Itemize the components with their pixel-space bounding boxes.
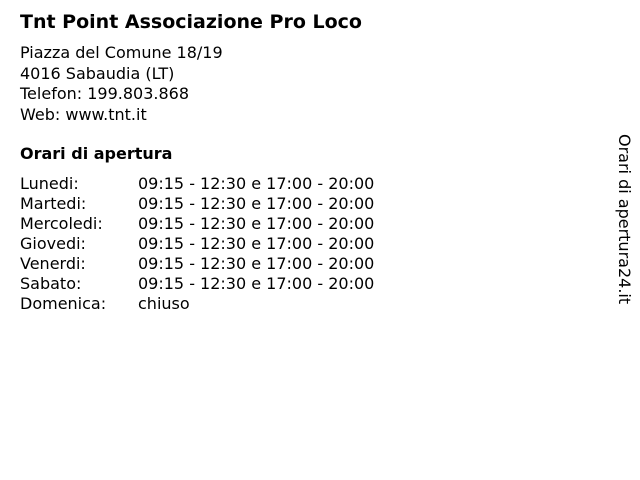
hours-row-saturday — [20, 274, 374, 294]
day-hours: 09:15 - 12:30 e 17:00 - 20:00 — [138, 274, 375, 293]
business-contact-block — [20, 43, 223, 125]
website: Web: www.tnt.it — [20, 104, 147, 124]
business-name: Tnt Point Associazione Pro Loco — [20, 11, 362, 33]
day-label: Venerdi: — [20, 254, 86, 273]
hours-row-tuesday — [20, 194, 374, 214]
site-watermark: Orari di apertura24.it — [615, 134, 634, 305]
phone-number: Telefon: 199.803.868 — [20, 84, 190, 103]
hours-row-monday — [20, 174, 374, 194]
day-label: Domenica: — [20, 294, 107, 313]
day-hours: 09:15 - 12:30 e 17:00 - 20:00 — [138, 234, 375, 253]
day-label: Lunedi: — [20, 174, 79, 193]
day-hours: 09:15 - 12:30 e 17:00 - 20:00 — [138, 194, 375, 213]
hours-row-thursday — [20, 234, 374, 254]
opening-hours-heading: Orari di apertura — [20, 144, 173, 163]
day-label: Martedi: — [20, 194, 87, 213]
hours-row-friday — [20, 254, 374, 274]
day-label: Giovedi: — [20, 234, 86, 253]
opening-hours-table — [20, 174, 374, 314]
day-label: Sabato: — [20, 274, 82, 293]
day-hours: 09:15 - 12:30 e 17:00 - 20:00 — [138, 174, 375, 193]
day-hours: chiuso — [138, 294, 190, 313]
day-label: Mercoledi: — [20, 214, 103, 233]
address-street: Piazza del Comune 18/19 — [20, 43, 223, 62]
day-hours: 09:15 - 12:30 e 17:00 - 20:00 — [138, 214, 375, 233]
hours-row-wednesday — [20, 214, 374, 234]
day-hours: 09:15 - 12:30 e 17:00 - 20:00 — [138, 254, 375, 273]
address-city: 4016 Sabaudia (LT) — [20, 63, 175, 83]
hours-row-sunday — [20, 294, 374, 314]
